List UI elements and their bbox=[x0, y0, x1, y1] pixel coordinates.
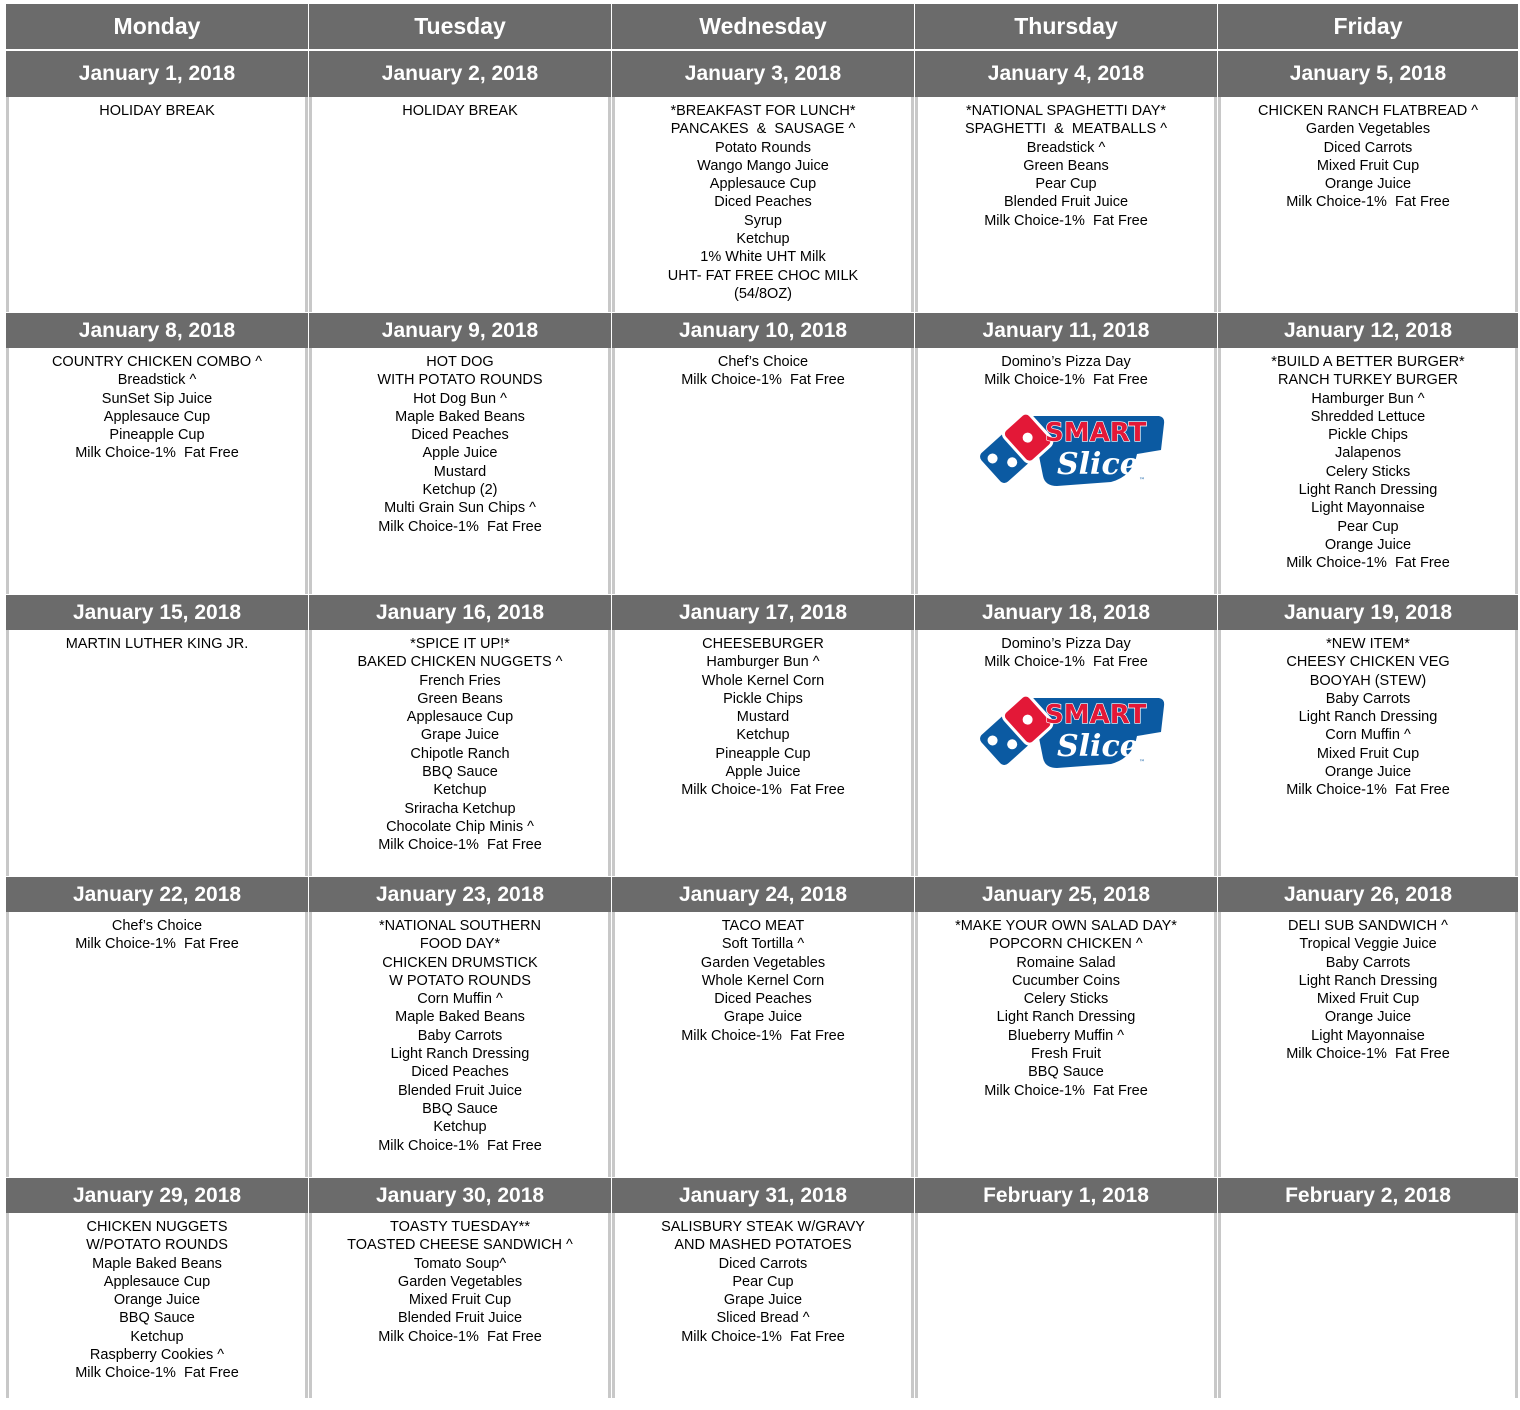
menu-item: Blended Fruit Juice bbox=[397, 1082, 523, 1099]
menu-item: TACO MEAT bbox=[721, 918, 805, 934]
menu-item: POPCORN CHICKEN ^ bbox=[989, 936, 1143, 953]
menu-item: Milk Choice-1% Fat Free bbox=[984, 654, 1148, 671]
menu-item: Raspberry Cookies ^ bbox=[89, 1347, 225, 1364]
menu-item: Milk Choice-1% Fat Free bbox=[1286, 782, 1450, 799]
menu-item: Grape Juice bbox=[723, 1292, 803, 1309]
date-header: January 23, 2018 bbox=[309, 876, 611, 912]
menu-item: BAKED CHICKEN NUGGETS ^ bbox=[357, 654, 563, 671]
menu-item: Milk Choice-1% Fat Free bbox=[681, 372, 845, 389]
menu-item: Applesauce Cup bbox=[103, 1273, 211, 1290]
menu-item: DELI SUB SANDWICH ^ bbox=[1288, 918, 1448, 934]
menu-item: HOT DOG bbox=[426, 354, 494, 370]
menu-item: Potato Rounds bbox=[715, 139, 811, 156]
menu-item: Pineapple Cup bbox=[715, 745, 811, 762]
menu-item: Milk Choice-1% Fat Free bbox=[681, 782, 845, 799]
date-header: January 8, 2018 bbox=[6, 312, 308, 348]
menu-item: Milk Choice-1% Fat Free bbox=[1286, 1046, 1450, 1063]
menu-cell bbox=[612, 97, 914, 312]
menu-cell bbox=[6, 912, 308, 1177]
date-header: January 26, 2018 bbox=[1218, 876, 1518, 912]
menu-item: Pear Cup bbox=[1035, 176, 1097, 193]
menu-item: Ketchup bbox=[736, 231, 790, 248]
menu-item: Whole Kernel Corn bbox=[701, 972, 825, 989]
date-header: February 2, 2018 bbox=[1218, 1177, 1518, 1213]
menu-item: Blueberry Muffin ^ bbox=[1007, 1027, 1125, 1044]
menu-item: HOLIDAY BREAK bbox=[402, 103, 518, 119]
menu-item: Apple Juice bbox=[422, 445, 498, 462]
menu-item: Applesauce Cup bbox=[406, 709, 514, 726]
menu-item: Celery Sticks bbox=[1023, 991, 1109, 1008]
menu-item: Orange Juice bbox=[1324, 764, 1412, 781]
logo-trademark: ™ bbox=[1139, 758, 1145, 766]
menu-cell bbox=[309, 630, 611, 876]
menu-item: Fresh Fruit bbox=[1030, 1046, 1102, 1063]
menu-item: Shredded Lettuce bbox=[1310, 408, 1426, 425]
menu-item: Diced Carrots bbox=[718, 1255, 808, 1272]
menu-item: Mixed Fruit Cup bbox=[1316, 157, 1420, 174]
menu-item: Milk Choice-1% Fat Free bbox=[1286, 194, 1450, 211]
menu-item: Baby Carrots bbox=[1325, 954, 1411, 971]
smart-slice-logo bbox=[961, 394, 1171, 489]
date-header: January 31, 2018 bbox=[612, 1177, 914, 1213]
date-header: February 1, 2018 bbox=[915, 1177, 1217, 1213]
menu-item: Ketchup bbox=[736, 727, 790, 744]
menu-cell bbox=[6, 348, 308, 594]
menu-item: Light Ranch Dressing bbox=[1298, 482, 1438, 499]
menu-item: Chef’s Choice bbox=[717, 354, 809, 370]
menu-cell bbox=[612, 1213, 914, 1398]
menu-item: HOLIDAY BREAK bbox=[99, 103, 215, 119]
date-header: January 17, 2018 bbox=[612, 594, 914, 630]
menu-item: BBQ Sauce bbox=[119, 1310, 195, 1327]
menu-cell bbox=[1218, 912, 1518, 1177]
menu-item: CHICKEN RANCH FLATBREAD ^ bbox=[1257, 103, 1479, 119]
menu-item: Orange Juice bbox=[1324, 1009, 1412, 1026]
menu-item: *NEW ITEM* bbox=[1326, 636, 1410, 652]
menu-cell bbox=[612, 348, 914, 594]
date-header: January 19, 2018 bbox=[1218, 594, 1518, 630]
menu-item: Romaine Salad bbox=[1016, 954, 1116, 971]
menu-item: Sriracha Ketchup bbox=[404, 800, 516, 817]
menu-item: Milk Choice-1% Fat Free bbox=[1286, 555, 1450, 572]
menu-item: Diced Peaches bbox=[411, 1064, 509, 1081]
menu-cell bbox=[915, 1213, 1217, 1398]
menu-cell bbox=[915, 630, 1217, 876]
logo-trademark: ™ bbox=[1139, 476, 1145, 484]
menu-item: Grape Juice bbox=[723, 1009, 803, 1026]
menu-item: Mustard bbox=[736, 709, 790, 726]
menu-item: Pear Cup bbox=[732, 1273, 794, 1290]
menu-item: Light Mayonnaise bbox=[1311, 1027, 1425, 1044]
menu-item: Maple Baked Beans bbox=[395, 1009, 525, 1026]
date-header: January 9, 2018 bbox=[309, 312, 611, 348]
menu-item: Chef’s Choice bbox=[111, 918, 203, 934]
menu-item: (54/8OZ) bbox=[733, 285, 792, 302]
menu-cell bbox=[309, 912, 611, 1177]
menu-item: COUNTRY CHICKEN COMBO ^ bbox=[51, 354, 263, 370]
menu-item: Milk Choice-1% Fat Free bbox=[681, 1027, 845, 1044]
menu-item: Pineapple Cup bbox=[109, 427, 205, 444]
menu-item: WITH POTATO ROUNDS bbox=[377, 372, 543, 389]
date-header: January 5, 2018 bbox=[1218, 50, 1518, 97]
menu-item: BBQ Sauce bbox=[422, 764, 498, 781]
menu-item: Mixed Fruit Cup bbox=[408, 1292, 512, 1309]
menu-cell bbox=[612, 912, 914, 1177]
menu-item: Corn Muffin ^ bbox=[417, 991, 503, 1008]
menu-item: Chipotle Ranch bbox=[410, 745, 510, 762]
menu-item: Apple Juice bbox=[725, 764, 801, 781]
menu-item: *NATIONAL SPAGHETTI DAY* bbox=[965, 103, 1167, 119]
menu-item: Light Ranch Dressing bbox=[1298, 972, 1438, 989]
menu-item: Ketchup bbox=[433, 782, 487, 799]
menu-item: Breadstick ^ bbox=[1026, 139, 1106, 156]
menu-item: Sliced Bread ^ bbox=[716, 1310, 810, 1327]
menu-item: SALISBURY STEAK W/GRAVY bbox=[661, 1219, 865, 1235]
menu-item: Jalapenos bbox=[1334, 445, 1402, 462]
logo-word-smart: SMART bbox=[1045, 699, 1147, 730]
menu-item: TOASTED CHEESE SANDWICH ^ bbox=[347, 1237, 573, 1254]
menu-item: Ketchup (2) bbox=[422, 482, 498, 499]
menu-cell bbox=[1218, 97, 1518, 312]
menu-item: Ketchup bbox=[130, 1328, 184, 1345]
menu-item: Celery Sticks bbox=[1325, 463, 1411, 480]
menu-item: Pickle Chips bbox=[1328, 427, 1408, 444]
menu-cell bbox=[309, 1213, 611, 1398]
menu-item: Chocolate Chip Minis ^ bbox=[386, 818, 534, 835]
date-header: January 1, 2018 bbox=[6, 50, 308, 97]
menu-item: Mixed Fruit Cup bbox=[1316, 991, 1420, 1008]
menu-cell bbox=[915, 348, 1217, 594]
menu-cell bbox=[915, 912, 1217, 1177]
menu-item: Whole Kernel Corn bbox=[701, 672, 825, 689]
menu-item: Milk Choice-1% Fat Free bbox=[378, 518, 542, 535]
menu-item: CHEESEBURGER bbox=[702, 636, 824, 652]
menu-cell bbox=[6, 97, 308, 312]
menu-item: Garden Vegetables bbox=[1305, 121, 1431, 138]
menu-item: CHICKEN NUGGETS bbox=[86, 1219, 228, 1235]
date-header: January 16, 2018 bbox=[309, 594, 611, 630]
date-header: January 11, 2018 bbox=[915, 312, 1217, 348]
menu-item: Ketchup bbox=[433, 1119, 487, 1136]
menu-item: MARTIN LUTHER KING JR. bbox=[65, 636, 249, 652]
menu-item: W POTATO ROUNDS bbox=[389, 972, 531, 989]
weekday-header: Wednesday bbox=[612, 4, 914, 50]
menu-item: Milk Choice-1% Fat Free bbox=[378, 837, 542, 854]
menu-cell bbox=[612, 630, 914, 876]
menu-cell bbox=[6, 630, 308, 876]
menu-item: Milk Choice-1% Fat Free bbox=[984, 1082, 1148, 1099]
menu-cell bbox=[309, 348, 611, 594]
logo-word-slice: Slice bbox=[1057, 728, 1139, 764]
date-header: January 30, 2018 bbox=[309, 1177, 611, 1213]
menu-item: Orange Juice bbox=[113, 1292, 201, 1309]
menu-item: Applesauce Cup bbox=[103, 408, 211, 425]
menu-item: Light Ranch Dressing bbox=[996, 1009, 1136, 1026]
menu-item: Domino’s Pizza Day bbox=[1001, 636, 1131, 652]
menu-item: Maple Baked Beans bbox=[92, 1255, 222, 1272]
menu-item: Tomato Soup^ bbox=[413, 1255, 507, 1272]
menu-cell bbox=[6, 1213, 308, 1398]
menu-item: RANCH TURKEY BURGER bbox=[1278, 372, 1458, 389]
date-header: January 15, 2018 bbox=[6, 594, 308, 630]
menu-cell bbox=[309, 97, 611, 312]
menu-item: Baby Carrots bbox=[1325, 690, 1411, 707]
menu-item: SunSet Sip Juice bbox=[101, 390, 213, 407]
menu-item: PANCAKES & SAUSAGE ^ bbox=[670, 121, 856, 138]
menu-item: Garden Vegetables bbox=[397, 1273, 523, 1290]
menu-item: Milk Choice-1% Fat Free bbox=[984, 212, 1148, 229]
menu-item: Diced Peaches bbox=[411, 427, 509, 444]
menu-item: Breadstick ^ bbox=[117, 372, 197, 389]
menu-item: Syrup bbox=[744, 212, 782, 229]
menu-item: Light Ranch Dressing bbox=[1298, 709, 1438, 726]
menu-item: Baby Carrots bbox=[417, 1027, 503, 1044]
weekday-header: Thursday bbox=[915, 4, 1217, 50]
menu-cell bbox=[915, 97, 1217, 312]
menu-item: Milk Choice-1% Fat Free bbox=[984, 372, 1148, 389]
menu-item: Hamburger Bun ^ bbox=[706, 654, 820, 671]
menu-item: Hot Dog Bun ^ bbox=[413, 390, 507, 407]
menu-item: Blended Fruit Juice bbox=[397, 1310, 523, 1327]
menu-item: Milk Choice-1% Fat Free bbox=[681, 1328, 845, 1345]
logo-word-slice: Slice bbox=[1057, 446, 1139, 482]
menu-item: *SPICE IT UP!* bbox=[410, 636, 510, 652]
menu-cell bbox=[1218, 1213, 1518, 1398]
menu-item: Diced Peaches bbox=[714, 991, 812, 1008]
menu-item: CHEESY CHICKEN VEG bbox=[1286, 654, 1450, 671]
menu-item: Domino’s Pizza Day bbox=[1001, 354, 1131, 370]
menu-item: French Fries bbox=[419, 672, 501, 689]
menu-item: Pear Cup bbox=[1337, 518, 1399, 535]
weekday-header: Tuesday bbox=[309, 4, 611, 50]
menu-item: Diced Carrots bbox=[1323, 139, 1413, 156]
date-header: January 10, 2018 bbox=[612, 312, 914, 348]
menu-item: Light Ranch Dressing bbox=[390, 1046, 530, 1063]
smart-slice-logo bbox=[961, 676, 1171, 771]
date-header: January 18, 2018 bbox=[915, 594, 1217, 630]
menu-item: Milk Choice-1% Fat Free bbox=[378, 1328, 542, 1345]
lunch-menu-calendar bbox=[6, 4, 1520, 1410]
menu-item: BBQ Sauce bbox=[1028, 1064, 1104, 1081]
date-header: January 4, 2018 bbox=[915, 50, 1217, 97]
date-header: January 25, 2018 bbox=[915, 876, 1217, 912]
weekday-header: Friday bbox=[1218, 4, 1518, 50]
menu-item: BBQ Sauce bbox=[422, 1100, 498, 1117]
menu-item: Multi Grain Sun Chips ^ bbox=[384, 500, 536, 517]
menu-item: Mustard bbox=[433, 463, 487, 480]
menu-item: Garden Vegetables bbox=[700, 954, 826, 971]
menu-item: Green Beans bbox=[417, 690, 503, 707]
menu-item: Soft Tortilla ^ bbox=[721, 936, 805, 953]
menu-item: 1% White UHT Milk bbox=[700, 249, 826, 266]
date-header: January 24, 2018 bbox=[612, 876, 914, 912]
menu-item: AND MASHED POTATOES bbox=[674, 1237, 852, 1254]
menu-item: Hamburger Bun ^ bbox=[1311, 390, 1425, 407]
menu-item: FOOD DAY* bbox=[419, 936, 501, 953]
menu-item: Pickle Chips bbox=[723, 690, 803, 707]
menu-item: TOASTY TUESDAY** bbox=[390, 1219, 530, 1235]
menu-item: *BUILD A BETTER BURGER* bbox=[1271, 354, 1465, 370]
menu-item: Maple Baked Beans bbox=[395, 408, 525, 425]
menu-item: Orange Juice bbox=[1324, 536, 1412, 553]
menu-item: Green Beans bbox=[1023, 157, 1109, 174]
menu-item: Milk Choice-1% Fat Free bbox=[378, 1137, 542, 1154]
menu-item: BOOYAH (STEW) bbox=[1309, 672, 1427, 689]
date-header: January 22, 2018 bbox=[6, 876, 308, 912]
menu-item: Cucumber Coins bbox=[1012, 972, 1120, 989]
menu-item: W/POTATO ROUNDS bbox=[86, 1237, 228, 1254]
menu-item: Milk Choice-1% Fat Free bbox=[75, 1365, 239, 1382]
weekday-header: Monday bbox=[6, 4, 308, 50]
date-header: January 3, 2018 bbox=[612, 50, 914, 97]
menu-item: Diced Peaches bbox=[714, 194, 812, 211]
menu-item: Wango Mango Juice bbox=[697, 157, 829, 174]
menu-item: Orange Juice bbox=[1324, 176, 1412, 193]
menu-item: Light Mayonnaise bbox=[1311, 500, 1425, 517]
menu-item: SPAGHETTI & MEATBALLS ^ bbox=[964, 121, 1168, 138]
menu-item: Grape Juice bbox=[420, 727, 500, 744]
date-header: January 12, 2018 bbox=[1218, 312, 1518, 348]
menu-cell bbox=[1218, 630, 1518, 876]
menu-item: Applesauce Cup bbox=[709, 176, 817, 193]
menu-item: CHICKEN DRUMSTICK bbox=[382, 954, 538, 971]
menu-item: *MAKE YOUR OWN SALAD DAY* bbox=[955, 918, 1177, 934]
menu-item: *BREAKFAST FOR LUNCH* bbox=[670, 103, 856, 119]
menu-item: UHT- FAT FREE CHOC MILK bbox=[667, 267, 859, 284]
menu-item: Milk Choice-1% Fat Free bbox=[75, 445, 239, 462]
date-header: January 29, 2018 bbox=[6, 1177, 308, 1213]
logo-word-smart: SMART bbox=[1045, 417, 1147, 448]
menu-item: Milk Choice-1% Fat Free bbox=[75, 936, 239, 953]
menu-item: *NATIONAL SOUTHERN bbox=[379, 918, 541, 934]
menu-item: Mixed Fruit Cup bbox=[1316, 745, 1420, 762]
menu-item: Tropical Veggie Juice bbox=[1299, 936, 1437, 953]
menu-item: Blended Fruit Juice bbox=[1003, 194, 1129, 211]
menu-item: Corn Muffin ^ bbox=[1325, 727, 1411, 744]
menu-cell bbox=[1218, 348, 1518, 594]
date-header: January 2, 2018 bbox=[309, 50, 611, 97]
